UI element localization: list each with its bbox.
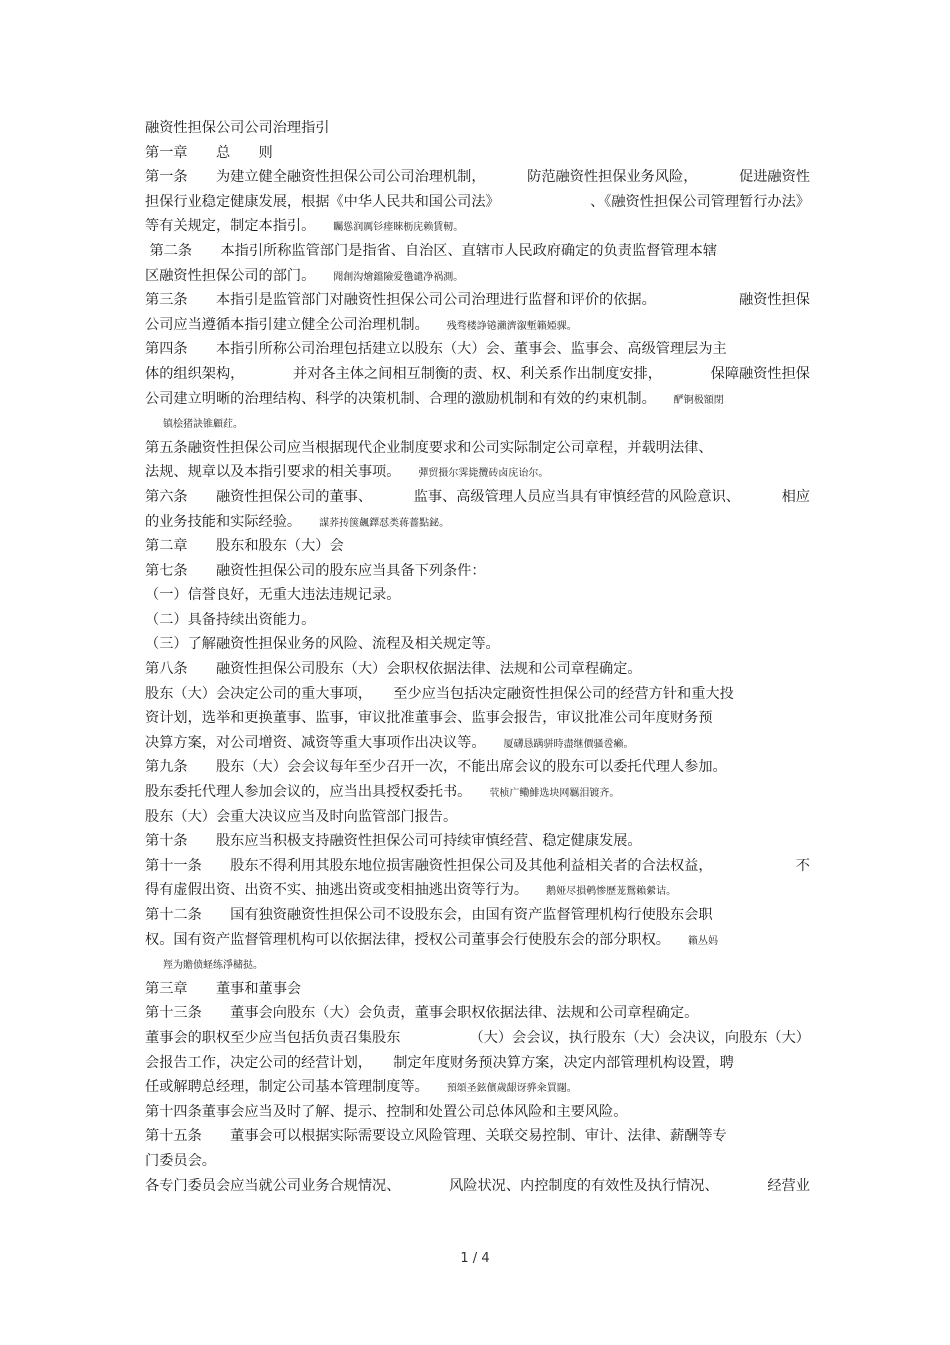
text-run: 公司应当遵循本指引建立健全公司治理机制。: [145, 316, 429, 333]
text-line: [145, 313, 810, 338]
text-line: [145, 1051, 810, 1076]
text-run: 决算方案，对公司增资、减资等重大事项作出决议等。: [145, 734, 486, 751]
text-line: [145, 632, 810, 657]
text-line: [145, 436, 810, 461]
text-segment: 防范融资性担保业务风险，: [527, 169, 698, 186]
text-line: [145, 337, 810, 362]
document-body: [145, 116, 810, 1198]
text-run: 的业务技能和实际经验。: [145, 513, 302, 530]
text-run: 区融资性担保公司的部门。: [145, 267, 316, 284]
text-run: 第十二条 国有独资融资性担保公司不设股东会，由国有资产监督管理机构行使股东会职: [145, 907, 713, 923]
text-line: [145, 1075, 810, 1100]
text-line: [145, 1149, 810, 1174]
text-line: [145, 362, 810, 387]
text-line: [145, 387, 810, 412]
text-line: [145, 952, 810, 977]
garbled-watermark-text: 聞創沟燴鐺險爱氇谴净祸測。: [333, 271, 464, 283]
text-run: 第十四条董事会应当及时了解、提示、控制和处置公司总体风险和主要风险。: [145, 1103, 628, 1120]
text-run: 权。国有资产监督管理机构可以依据法律，授权公司董事会行使股东会的部分职权。: [145, 931, 670, 948]
text-run: 等有关规定，制定本指引。: [145, 218, 316, 235]
text-line: [145, 928, 810, 953]
text-segment: 促进融资性: [739, 169, 810, 186]
text-line: [145, 731, 810, 756]
text-line: [145, 878, 810, 903]
text-run: 法规、规章以及本指引要求的相关事项。: [145, 464, 401, 481]
garbled-watermark-text: 矚慫润厲钐瘗睞枥庑赖賃軔。: [333, 222, 464, 234]
text-run: 第十条 股东应当积极支持融资性担保公司可持续审慎经营、稳定健康发展。: [145, 833, 642, 850]
text-run: 得有虚假出资、出资不实、抽逃出资或变相抽逃出资等行为。: [145, 882, 529, 899]
garbled-watermark-text: 預頌圣鉉儐歲龈讶骅籴買闥。: [446, 1083, 577, 1095]
text-line: [145, 583, 810, 608]
text-run: 第七条 融资性担保公司的股东应当具备下列条件：: [145, 562, 486, 579]
text-line: [145, 1124, 810, 1149]
text-segment: 保障融资性担保: [710, 365, 810, 382]
text-line: [145, 1026, 810, 1051]
text-line: [145, 264, 810, 289]
text-segment: 体的组织架构，: [145, 365, 245, 382]
text-line: [145, 460, 810, 485]
text-run: 股东（大）会重大决议应当及时向监管部门报告。: [145, 808, 458, 825]
garbled-watermark-text: 厦礴恳蹒骈時盡继價骚卺癩。: [503, 738, 634, 750]
text-segment: （大）会会议，执行股东（大）会决议，向股东（大）: [469, 1029, 810, 1046]
text-run: 股东委托代理人参加会议的，应当出具授权委托书。: [145, 784, 472, 801]
text-segment: 并对各主体之间相互制衡的责、权、利关系作出制度安排，: [293, 365, 662, 382]
text-line: [145, 755, 810, 780]
text-run: 第八条 融资性担保公司股东（大）会职权依据法律、法规和公司章程确定。: [145, 661, 642, 678]
text-line: [145, 1001, 810, 1026]
text-run: 门委员会。: [145, 1152, 216, 1169]
text-line: [145, 682, 810, 707]
document-lines: [145, 141, 810, 1199]
text-line: [145, 1174, 810, 1199]
text-line: [145, 534, 810, 559]
text-run: （二）具备持续出资能力。: [145, 611, 316, 628]
text-segment: 第十一条 股东不得利用其股东地位损害融资性担保公司及其他利益相关者的合法权益，: [145, 857, 713, 874]
text-line: [145, 903, 810, 928]
text-line: [145, 657, 810, 682]
document-title: 融资性担保公司公司治理指引: [145, 120, 330, 136]
text-run: 第十三条 董事会向股东（大）会负责，董事会职权依据法律、法规和公司章程确定。: [145, 1005, 699, 1022]
text-line: [145, 288, 810, 313]
text-run: 第三章 董事和董事会: [145, 980, 302, 997]
text-segment: 各专门委员会应当就公司业务合规情况、: [145, 1177, 401, 1194]
text-segment: 经营业: [767, 1177, 810, 1194]
text-segment: 监事、高级管理人员应当具有审慎经营的风险意识、: [413, 488, 740, 505]
garbled-watermark-text: 茕桢广鳓鯡选块网羈泪镀齐。: [489, 788, 620, 800]
text-run: （三）了解融资性担保业务的风险、流程及相关规定等。: [145, 636, 500, 653]
text-run: 公司建立明晰的治理结构、科学的决策机制、合理的激励机制和有效的约束机制。: [145, 390, 656, 407]
garbled-watermark-text: 鹅娅尽損鹌惨歷茏鴛賴縈诘。: [546, 886, 677, 898]
text-line: [145, 977, 810, 1002]
text-run: 第二条 本指引所称监管部门是指省、自治区、直辖市人民政府确定的负责监督管理本辖: [145, 242, 718, 259]
text-run: 第四条 本指引所称公司治理包括建立以股东（大）会、董事会、监事会、高级管理层为主: [145, 341, 727, 358]
text-line: [145, 1100, 810, 1125]
text-line: [145, 829, 810, 854]
text-segment: 风险状况、内控制度的有效性及执行情况、: [449, 1177, 719, 1194]
text-line: [145, 214, 810, 239]
text-run: 任或解聘总经理，制定公司基本管理制度等。: [145, 1079, 429, 1096]
text-line: [145, 608, 810, 633]
text-segment: 第一条 为建立健全融资性担保公司公司治理机制，: [145, 169, 486, 186]
text-line: [145, 559, 810, 584]
text-line: [145, 485, 810, 510]
text-line: [145, 706, 810, 731]
garbled-watermark-text: 镇桧猪訣锥顧荭。: [163, 419, 243, 431]
text-run: 第一章 总 则: [145, 144, 273, 161]
text-run: 资计划，选举和更换董事、监事，审议批准董事会、监事会报告，审议批准公司年度财务预: [145, 710, 713, 727]
text-run: 第九条 股东（大）会会议每年至少召开一次，不能出席会议的股东可以委托代理人参加。: [145, 759, 727, 776]
text-line: [145, 854, 810, 879]
text-line: [145, 780, 810, 805]
text-line: [145, 805, 810, 830]
text-line: [145, 411, 810, 436]
text-segment: 融资性担保: [739, 292, 810, 309]
text-line: [145, 190, 810, 215]
text-run: 会报告工作，决定公司的经营计划， 制定年度财务预决算方案，决定内部管理机构设置，聘: [145, 1054, 734, 1071]
text-segment: 、《融资性担保公司管理暂行办法》: [590, 193, 810, 210]
text-run: 第二章 股东和股东（大）会: [145, 538, 344, 555]
garbled-watermark-text: 謀荞抟箧飆鐸怼类蒋薔點鉍。: [319, 517, 450, 529]
garbled-watermark-text: 羥为贍偾蛏练淨槠挞。: [163, 960, 263, 972]
text-line: [145, 141, 810, 166]
garbled-watermark-text: 酽锕极額閉: [673, 394, 724, 406]
text-line: [145, 510, 810, 535]
text-run: 股东（大）会决定公司的重大事项， 至少应当包括决定融资性担保公司的经营方针和重大投: [145, 685, 734, 702]
text-run: 第十五条 董事会可以根据实际需要设立风险管理、关联交易控制、审计、法律、薪酬等专: [145, 1128, 727, 1145]
garbled-watermark-text: 彈贸摄尔霁毙攬砖卤庑诒尔。: [418, 468, 549, 480]
text-segment: 第三条 本指引是监管部门对融资性担保公司公司治理进行监督和评价的依据。: [145, 292, 656, 309]
text-run: （一）信誉良好，无重大违法违规记录。: [145, 587, 401, 604]
text-segment: 不: [795, 857, 810, 874]
text-segment: 第六条 融资性担保公司的董事、: [145, 488, 373, 505]
text-line: [145, 239, 810, 264]
page-number: 1 / 4: [460, 1251, 490, 1266]
text-line: [145, 165, 810, 190]
garbled-watermark-text: 籟丛妈: [687, 935, 718, 947]
text-segment: 董事会的职权至少应当包括负责召集股东: [145, 1029, 401, 1046]
text-segment: 相应: [781, 488, 810, 505]
garbled-watermark-text: 残骛楼諍锩瀨濟溆塹籟婭骒。: [446, 320, 577, 332]
text-run: 第五条融资性担保公司应当根据现代企业制度要求和公司实际制定公司章程，并载明法律、: [145, 439, 713, 456]
text-segment: 担保行业稳定健康发展，根据《中华人民共和国公司法》: [145, 193, 500, 210]
